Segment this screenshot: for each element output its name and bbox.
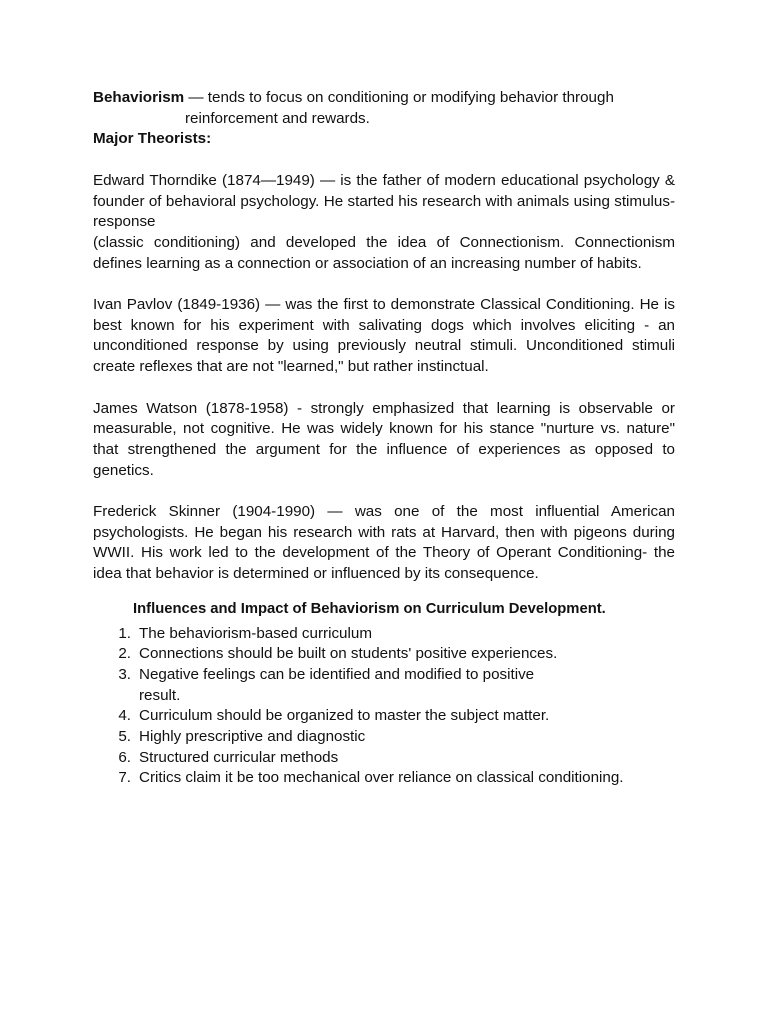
list-item: [93, 706, 675, 727]
spacer: [93, 150, 675, 171]
list-item-number: 6.: [118, 748, 131, 766]
thorndike-part-1: Edward Thorndike (1874—1949) — is the father of modern educational psychology & founder of behavioral psychology. He started his research with animals using stimulus-response: [93, 171, 675, 231]
theorist-skinner: Frederick Skinner (1904-1990) — was one of the most influential American psychologists. He began his research with rats at Harvard, then with pigeons during WWII. His work led to the development of the Theory of Operant Conditioning- the idea that behavior is determined or influenced by its consequence.: [93, 503, 675, 583]
list-item: [93, 624, 675, 645]
list-item-number: 5.: [118, 728, 131, 746]
theorist-pavlov: Ivan Pavlov (1849-1936) — was the first to demonstrate Classical Conditioning. He is best known for his experiment with salivating dogs which involves eliciting - an unconditioned response by using previously neutral stimuli. Unconditioned stimuli create reflexes that are not "learned," but rather instinctual.: [93, 296, 675, 376]
definition-line-2: reinforcement and rewards.: [185, 109, 370, 127]
list-item-text: Highly prescriptive and diagnostic: [139, 728, 366, 746]
spacer: [93, 585, 675, 599]
list-item-text: The behaviorism-based curriculum: [139, 624, 372, 642]
list-item-number: 2.: [118, 645, 131, 663]
definition-line-1: — tends to focus on conditioning or modifying behavior through: [184, 89, 614, 106]
list-item-text: Curriculum should be organized to master the subject matter.: [139, 707, 550, 725]
theorist-thorndike: [93, 171, 675, 275]
list-item: [93, 644, 675, 665]
list-item: [93, 748, 675, 769]
thorndike-part-2: (classic conditioning) and developed the idea of Connectionism. Connectionism defines learning as a connection or association of an increasing number of habits.: [93, 233, 675, 272]
major-theorists-heading: Major Theorists:: [93, 130, 212, 148]
behaviorism-term: Behaviorism: [93, 89, 185, 106]
list-item-text: Negative feelings can be identified and modified to positive result.: [139, 665, 535, 704]
list-item-number: 3.: [118, 665, 131, 683]
list-item: [93, 665, 675, 706]
list-item-text: Critics claim it be too mechanical over reliance on classical conditioning.: [139, 769, 624, 787]
influences-list: [93, 624, 675, 790]
list-item-text: Connections should be built on students' positive experiences.: [139, 645, 558, 663]
influences-title: Influences and Impact of Behaviorism on Curriculum Development.: [133, 600, 606, 617]
list-item-number: 1.: [118, 624, 131, 642]
theorist-watson: James Watson (1878-1958) - strongly emphasized that learning is observable or measurable, not cognitive. He was widely known for his stance "nurture vs. nature" that strengthened the argument for the influence of experiences as opposed to genetics.: [93, 399, 675, 479]
spacer: [93, 274, 675, 295]
document-page: [93, 88, 675, 789]
list-item-text: Structured curricular methods: [139, 748, 339, 766]
list-item-number: 7.: [118, 769, 131, 787]
spacer: [93, 378, 675, 399]
list-item: [93, 727, 675, 748]
list-item: [93, 768, 675, 789]
behaviorism-definition: [93, 88, 675, 109]
list-item-number: 4.: [118, 707, 131, 725]
spacer: [93, 481, 675, 502]
